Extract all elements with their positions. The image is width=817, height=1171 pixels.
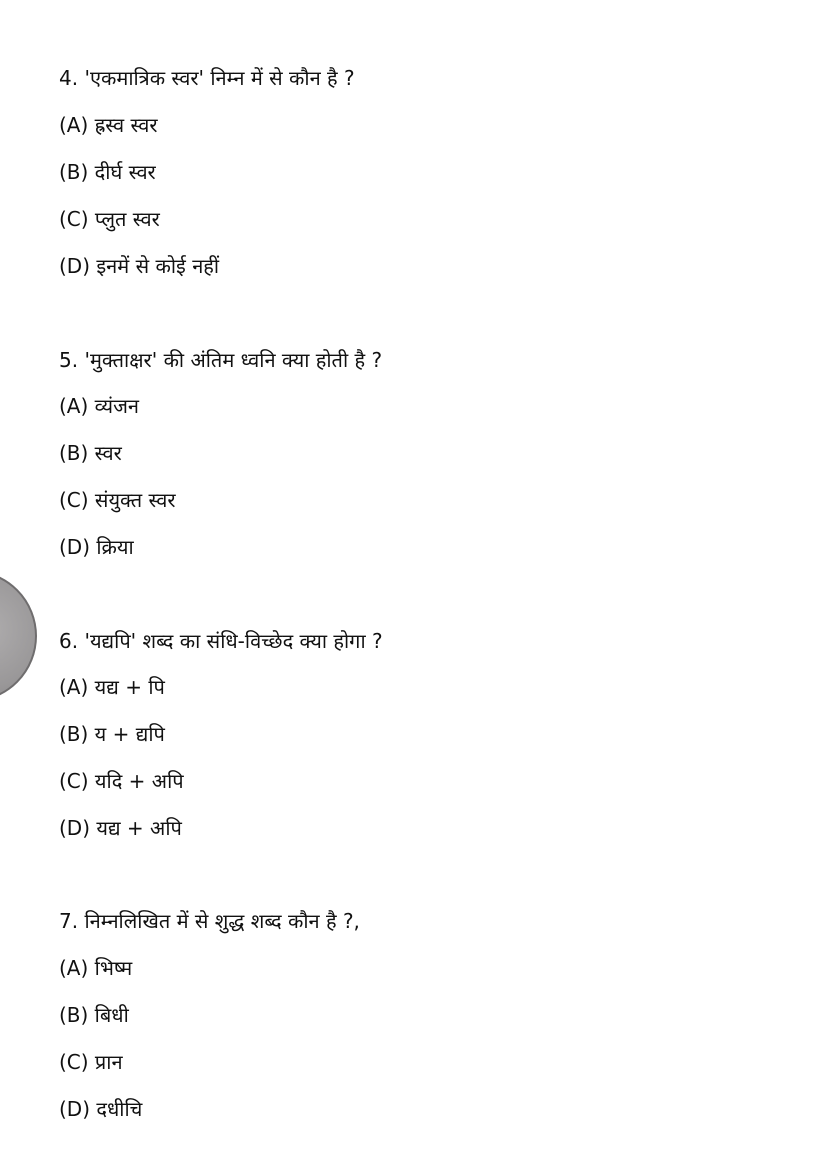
q6-option-d: (D) यद्य + अपि <box>59 816 182 840</box>
question-6: 6. 'यद्यपि' शब्द का संधि-विच्छेद क्या होगा ? <box>59 629 383 653</box>
question-7: 7. निम्नलिखित में से शुद्ध शब्द कौन है ?, <box>59 909 360 933</box>
q5-option-a: (A) व्यंजन <box>59 394 140 418</box>
q7-option-c: (C) प्रान <box>59 1050 123 1074</box>
q4-option-b: (B) दीर्घ स्वर <box>59 160 156 184</box>
q6-option-b: (B) य + द्यपि <box>59 722 165 746</box>
q7-option-b: (B) बिधी <box>59 1003 129 1027</box>
q5-option-c: (C) संयुक्त स्वर <box>59 488 176 512</box>
side-circle-mark <box>0 570 37 702</box>
q6-option-c: (C) यदि + अपि <box>59 769 184 793</box>
q7-option-a: (A) भिष्म <box>59 956 133 980</box>
question-5: 5. 'मुक्ताक्षर' की अंतिम ध्वनि क्या होती है ? <box>59 348 383 372</box>
q7-option-d: (D) दधीचि <box>59 1097 143 1121</box>
q4-option-a: (A) ह्रस्व स्वर <box>59 113 158 137</box>
q4-option-c: (C) प्लुत स्वर <box>59 207 160 231</box>
q4-option-d: (D) इनमें से कोई नहीं <box>59 254 220 278</box>
q5-option-d: (D) क्रिया <box>59 535 134 559</box>
q6-option-a: (A) यद्य + पि <box>59 675 165 699</box>
question-4: 4. 'एकमात्रिक स्वर' निम्न में से कौन है ? <box>59 66 355 90</box>
q5-option-b: (B) स्वर <box>59 441 122 465</box>
